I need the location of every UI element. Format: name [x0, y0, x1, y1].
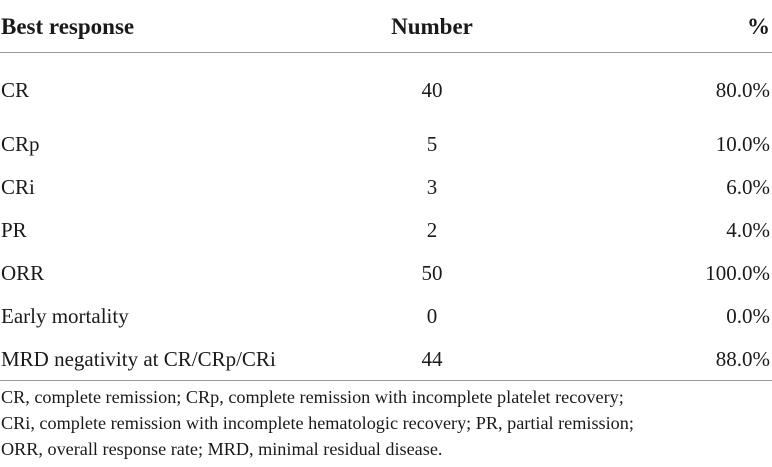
cell-percent: 80.0%	[715, 77, 770, 102]
cell-number: 3	[426, 175, 438, 199]
cell-number: 5	[426, 132, 438, 156]
cell-percent: 6.0%	[726, 175, 770, 199]
cell-response: Early mortality	[1, 304, 129, 328]
header-best-response: Best response	[0, 0, 300, 53]
table-row	[0, 53, 772, 124]
cell-response: CR	[1, 77, 30, 102]
table-row	[0, 338, 772, 381]
table-row	[0, 166, 772, 209]
cell-response: CRi	[1, 175, 35, 199]
table-row	[0, 123, 772, 166]
cell-response: CRp	[1, 132, 40, 156]
cell-number: 40	[421, 77, 443, 102]
table-row	[0, 295, 772, 338]
header-percent: %	[564, 0, 772, 53]
footnote-line: CRi, complete remission with incomplete hematologic recovery; PR, partial remission;	[1, 413, 634, 433]
cell-number: 2	[426, 218, 438, 242]
cell-number: 50	[421, 261, 443, 285]
table-footnote	[1, 384, 769, 462]
cell-response: ORR	[1, 261, 45, 285]
header-number: Number	[300, 0, 564, 53]
table-header-row	[0, 0, 772, 53]
cell-percent: 88.0%	[564, 338, 772, 381]
cell-response: MRD negativity at CR/CRp/CRi	[0, 338, 300, 381]
cell-percent: 0.0%	[726, 304, 770, 328]
cell-percent: 10.0%	[715, 132, 770, 156]
cell-percent: 4.0%	[726, 218, 770, 242]
table-row	[0, 209, 772, 252]
cell-response: PR	[1, 218, 27, 242]
footnote-line: CR, complete remission; CRp, complete remission with incomplete platelet recovery;	[1, 387, 624, 407]
cell-number: 0	[426, 304, 438, 328]
footnote-line: ORR, overall response rate; MRD, minimal residual disease.	[1, 439, 443, 459]
cell-number: 44	[300, 338, 564, 381]
cell-percent: 100.0%	[705, 261, 770, 285]
table-row	[0, 252, 772, 295]
